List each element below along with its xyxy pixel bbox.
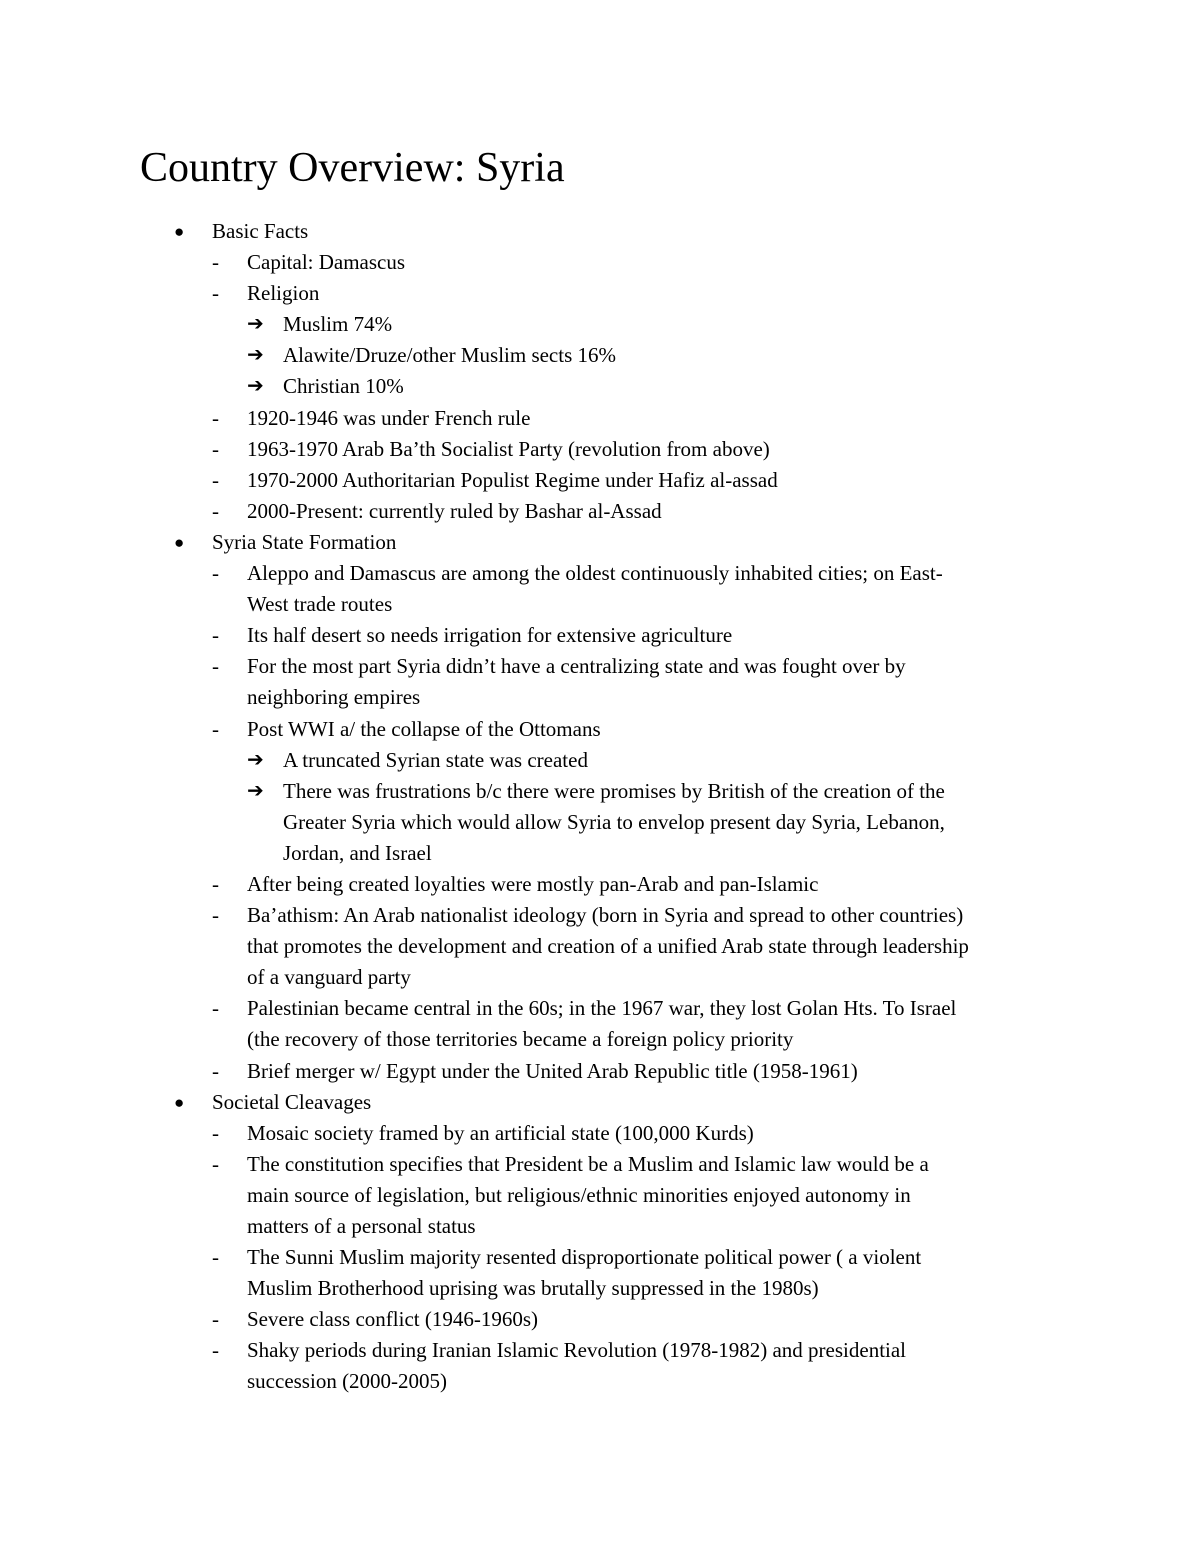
list-item <box>0 434 1200 465</box>
list-item <box>0 838 1200 869</box>
dash-marker: - <box>212 1307 219 1332</box>
dash-marker: - <box>212 716 219 741</box>
list-item-text: Shaky periods during Iranian Islamic Revolution (1978-1982) and presidential <box>247 1338 907 1363</box>
list-item <box>0 869 1200 900</box>
list-item-text: Ba’athism: An Arab nationalist ideology (born in Syria and spread to other countries) <box>247 903 964 928</box>
list-item <box>0 682 1200 713</box>
list-item-text: Muslim 74% <box>283 312 393 337</box>
list-item-text: Palestinian became central in the 60s; in the 1967 war, they lost Golan Hts. To Israel <box>247 996 957 1021</box>
list-item-text: Alawite/Druze/other Muslim sects 16% <box>283 343 617 368</box>
list-item-text: For the most part Syria didn’t have a centralizing state and was fought over by <box>247 654 906 679</box>
arrow-icon: ➔ <box>247 748 264 771</box>
list-item-text: succession (2000-2005) <box>247 1369 448 1394</box>
list-item-text: Basic Facts <box>212 219 309 243</box>
list-item <box>0 776 1200 807</box>
list-item <box>0 620 1200 651</box>
list-item-text: (the recovery of those territories became a foreign policy priority <box>247 1027 794 1052</box>
list-item-text: Jordan, and Israel <box>283 840 432 865</box>
list-item <box>0 1273 1200 1304</box>
list-item-text: Societal Cleavages <box>212 1089 372 1114</box>
list-item-text: 1920-1946 was under French rule <box>247 405 531 430</box>
list-item-text: Its half desert so needs irrigation for extensive agriculture <box>247 623 733 648</box>
list-item <box>0 1180 1200 1211</box>
bullet-icon: ● <box>174 222 185 241</box>
list-item <box>0 1335 1200 1366</box>
list-item-text: West trade routes <box>247 592 393 617</box>
arrow-icon: ➔ <box>247 344 264 367</box>
dash-marker: - <box>212 996 219 1021</box>
outline-list <box>0 216 1200 1398</box>
list-item <box>0 465 1200 496</box>
bullet-icon: ● <box>174 532 185 552</box>
dash-marker: - <box>212 405 219 430</box>
list-item-text: that promotes the development and creation of a unified Arab state through leadership <box>247 934 969 959</box>
dash-marker: - <box>212 436 219 461</box>
list-item <box>0 1024 1200 1055</box>
list-item <box>0 558 1200 589</box>
list-item-text: main source of legislation, but religious/ethnic minorities enjoyed autonomy in <box>247 1182 911 1207</box>
list-item-text: A truncated Syrian state was created <box>283 747 588 772</box>
list-item <box>0 993 1200 1024</box>
list-item <box>0 309 1200 340</box>
list-item <box>0 1118 1200 1149</box>
list-item <box>0 589 1200 620</box>
dash-marker: - <box>212 1058 219 1083</box>
dash-marker: - <box>212 623 219 648</box>
list-item <box>0 714 1200 745</box>
dash-marker: - <box>212 467 219 492</box>
list-item <box>0 371 1200 402</box>
list-item-text: There was frustrations b/c there were promises by British of the creation of the <box>283 778 945 803</box>
dash-marker: - <box>212 654 219 679</box>
list-item <box>0 216 1200 247</box>
list-item <box>0 1304 1200 1335</box>
list-item-text: Post WWI a/ the collapse of the Ottomans <box>247 716 601 741</box>
list-item-text: Brief merger w/ Egypt under the United Arab Republic title (1958-1961) <box>247 1058 858 1083</box>
arrow-icon: ➔ <box>247 313 264 336</box>
list-item-text: Mosaic society framed by an artificial state (100,000 Kurds) <box>247 1120 754 1145</box>
dash-marker: - <box>212 561 219 586</box>
list-item <box>0 496 1200 527</box>
arrow-icon: ➔ <box>247 779 264 802</box>
list-item <box>0 247 1200 278</box>
list-item-text: 1963-1970 Arab Ba’th Socialist Party (revolution from above) <box>247 436 770 461</box>
list-item-text: The constitution specifies that President be a Muslim and Islamic law would be a <box>247 1151 929 1176</box>
list-item-text: 2000-Present: currently ruled by Bashar al-Assad <box>247 498 662 523</box>
dash-marker: - <box>212 903 219 928</box>
list-item-text: After being created loyalties were mostly pan-Arab and pan-Islamic <box>247 871 819 896</box>
dash-marker: - <box>212 871 219 896</box>
list-item-text: Syria State Formation <box>212 529 397 554</box>
list-item-text: Muslim Brotherhood uprising was brutally suppressed in the 1980s) <box>247 1276 819 1301</box>
dash-marker: - <box>212 250 219 275</box>
list-item-text: of a vanguard party <box>247 965 411 990</box>
dash-marker: - <box>212 1338 219 1363</box>
list-item-text: Religion <box>247 281 320 306</box>
list-item <box>0 278 1200 309</box>
list-item <box>0 745 1200 776</box>
list-item-text: Severe class conflict (1946-1960s) <box>247 1307 538 1332</box>
list-item-text: Christian 10% <box>283 374 404 399</box>
list-item <box>0 1211 1200 1242</box>
list-item <box>0 1366 1200 1397</box>
list-item <box>0 1087 1200 1118</box>
dash-marker: - <box>212 1151 219 1176</box>
list-item-text: Greater Syria which would allow Syria to envelop present day Syria, Lebanon, <box>283 809 945 834</box>
list-item <box>0 403 1200 434</box>
list-item-text: 1970-2000 Authoritarian Populist Regime under Hafiz al-assad <box>247 467 778 492</box>
list-item-text: The Sunni Muslim majority resented disproportionate political power ( a violent <box>247 1245 922 1270</box>
list-item-text: Aleppo and Damascus are among the oldest continuously inhabited cities; on East- <box>247 561 943 586</box>
list-item <box>0 340 1200 371</box>
list-item <box>0 1056 1200 1087</box>
list-item <box>0 1149 1200 1180</box>
list-item <box>0 931 1200 962</box>
list-item <box>0 900 1200 931</box>
list-item <box>0 651 1200 682</box>
list-item <box>0 1242 1200 1273</box>
dash-marker: - <box>212 1120 219 1145</box>
list-item <box>0 962 1200 993</box>
dash-marker: - <box>212 1245 219 1270</box>
arrow-icon: ➔ <box>247 375 264 398</box>
page-title: Country Overview: Syria <box>140 145 565 191</box>
list-item <box>0 527 1200 558</box>
list-item <box>0 807 1200 838</box>
dash-marker: - <box>212 498 219 523</box>
list-item-text: neighboring empires <box>247 685 421 710</box>
dash-marker: - <box>212 281 219 306</box>
list-item-text: Capital: Damascus <box>247 250 406 275</box>
bullet-icon: ● <box>174 1092 185 1112</box>
list-item-text: matters of a personal status <box>247 1214 476 1238</box>
